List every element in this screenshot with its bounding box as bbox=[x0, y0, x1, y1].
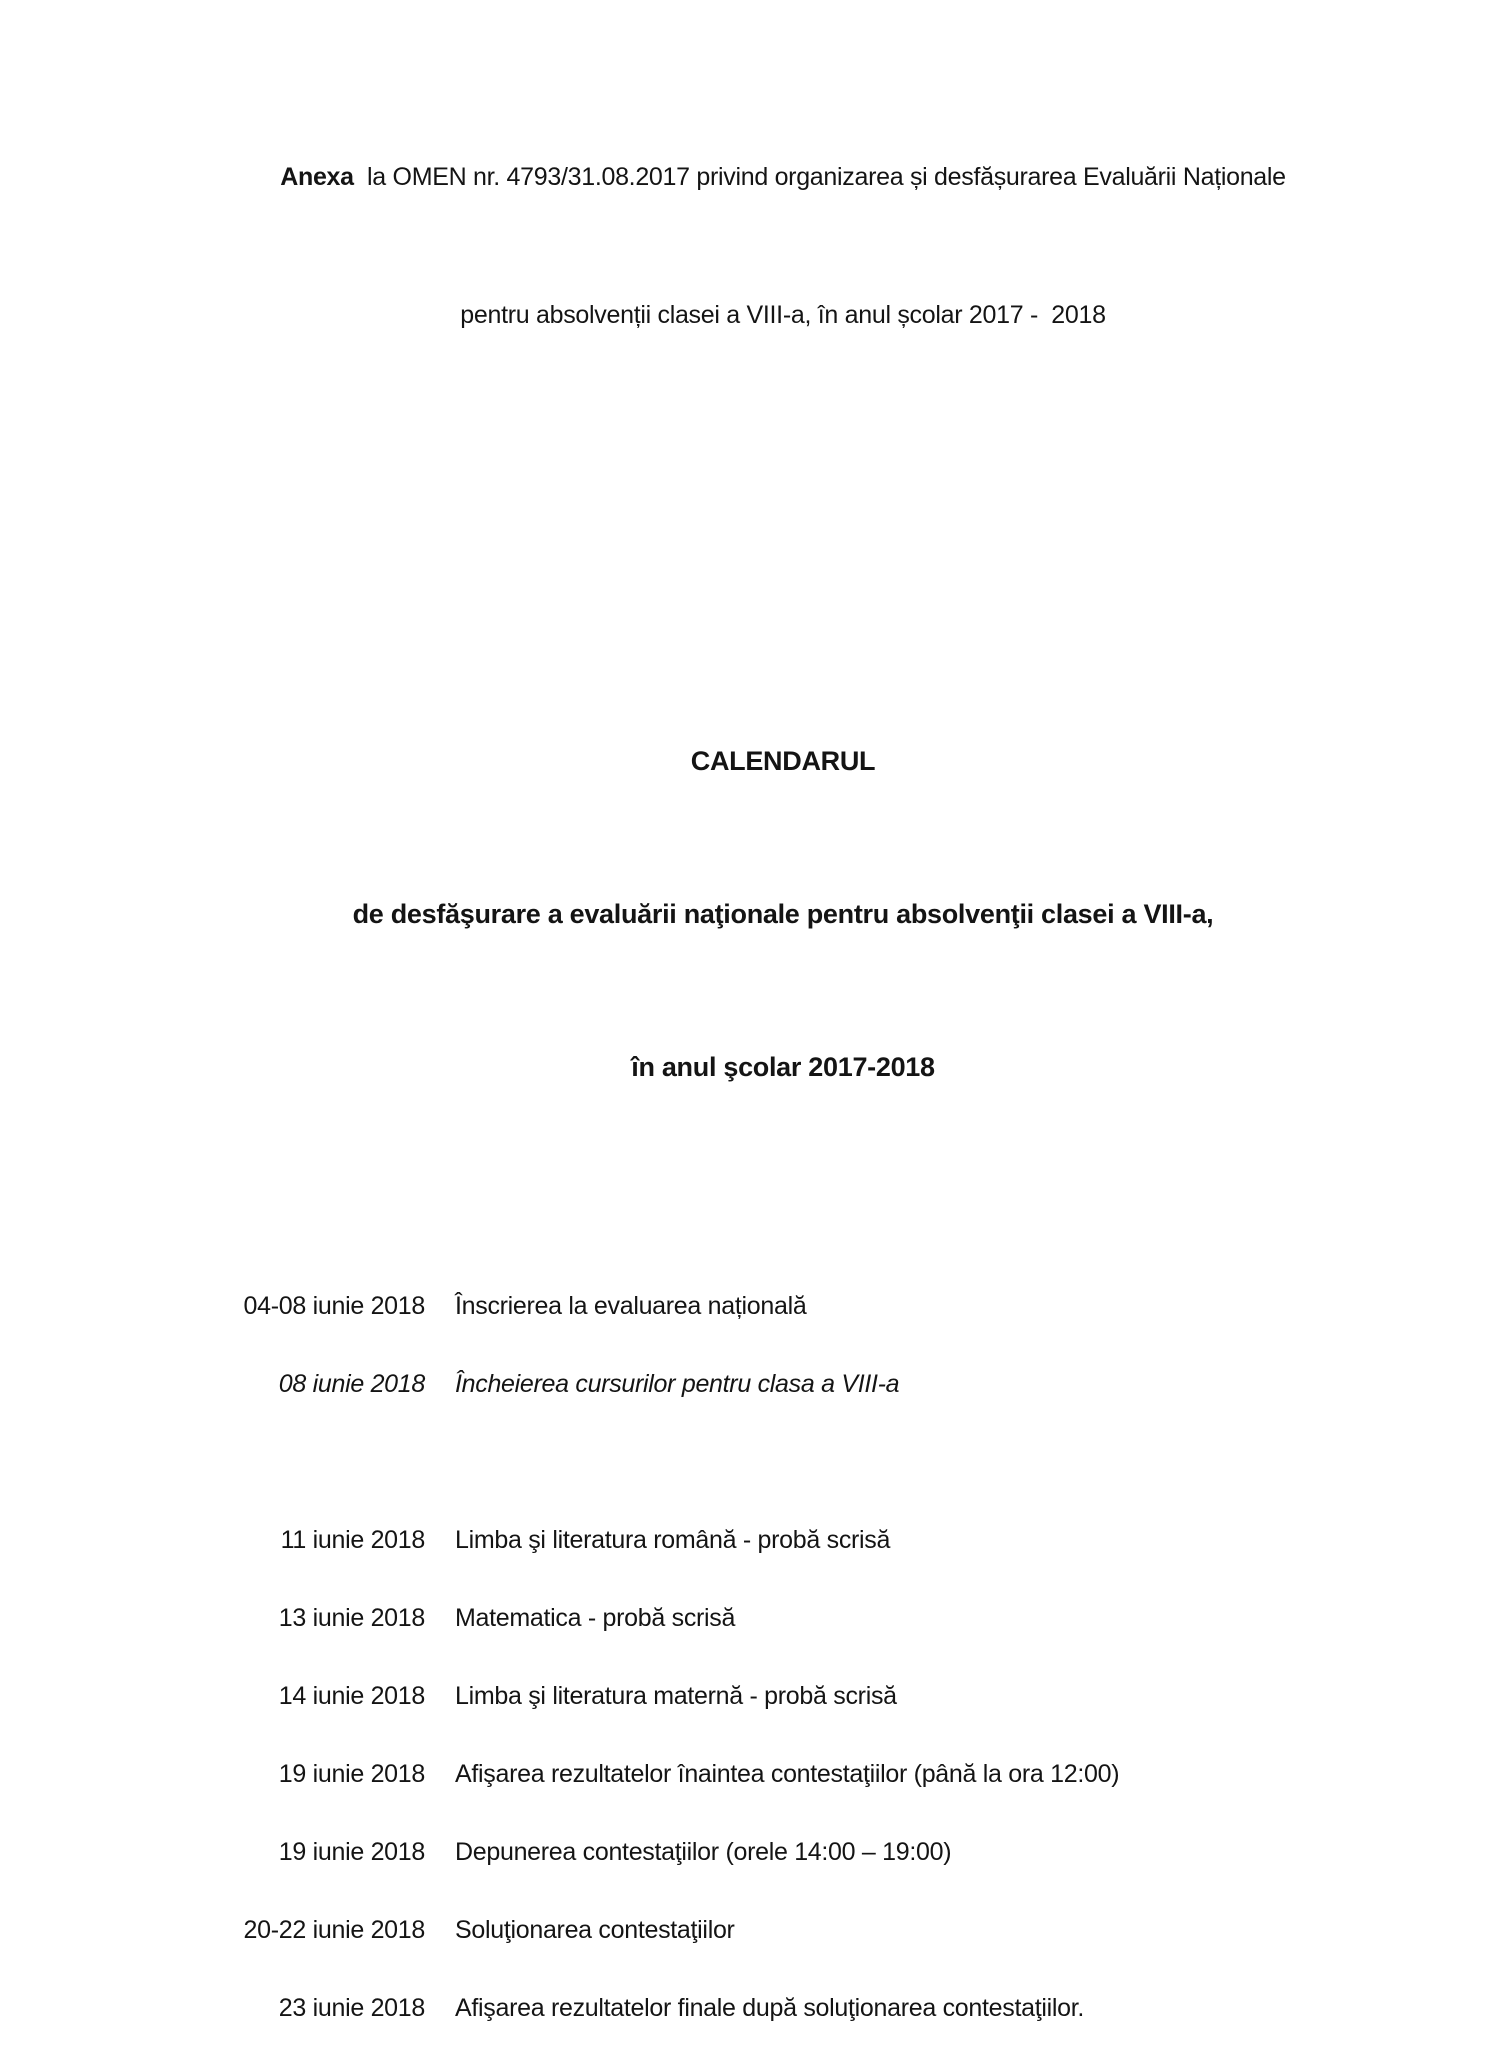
row-date: 19 iunie 2018 bbox=[278, 1837, 425, 1866]
row-event: Soluţionarea contestaţiilor bbox=[455, 1915, 735, 1944]
row-date: 11 iunie 2018 bbox=[280, 1525, 425, 1554]
row-date: 08 iunie 2018 bbox=[278, 1369, 425, 1398]
schedule-list bbox=[0, 1267, 1500, 2047]
row-date: 13 iunie 2018 bbox=[278, 1603, 425, 1632]
document-title bbox=[0, 634, 1500, 1195]
row-date: 20-22 iunie 2018 bbox=[243, 1915, 425, 1944]
schedule-row bbox=[0, 1969, 1500, 2047]
schedule-row bbox=[0, 1657, 1500, 1735]
schedule-row bbox=[0, 1813, 1500, 1891]
row-date: 14 iunie 2018 bbox=[278, 1681, 425, 1710]
header-anexa-label: Anexa bbox=[280, 163, 354, 191]
row-date: 04-08 iunie 2018 bbox=[243, 1291, 425, 1320]
schedule-row bbox=[0, 1735, 1500, 1813]
document-header bbox=[0, 0, 1500, 430]
row-event: Limba şi literatura română - probă scrisă bbox=[455, 1525, 891, 1554]
row-event: Matematica - probă scrisă bbox=[455, 1603, 736, 1632]
row-event: Încheierea cursurilor pentru clasa a VIII-a bbox=[455, 1369, 900, 1398]
row-event: Limba şi literatura maternă - probă scrisă bbox=[455, 1681, 897, 1710]
title-line-2: de desfăşurare a evaluării naţionale pentru absolvenţii clasei a VIII-a, bbox=[352, 899, 1214, 929]
header-line-1 bbox=[66, 154, 1500, 200]
schedule-row bbox=[0, 1501, 1500, 1579]
row-date: 23 iunie 2018 bbox=[278, 1993, 425, 2022]
header-line-2: pentru absolvenții clasei a VIII-a, în anul școlar 2017 - 2018 bbox=[460, 301, 1106, 329]
schedule-row bbox=[0, 1891, 1500, 1969]
row-event: Afişarea rezultatelor finale după soluţionarea contestaţiilor. bbox=[455, 1993, 1085, 2022]
row-event: Afişarea rezultatelor înaintea contestaţiilor (până la ora 12:00) bbox=[455, 1759, 1120, 1788]
row-date: 19 iunie 2018 bbox=[278, 1759, 425, 1788]
header-line-1-text: la OMEN nr. 4793/31.08.2017 privind organizarea și desfășurarea Evaluării Naționale bbox=[353, 163, 1286, 191]
schedule-row bbox=[0, 1267, 1500, 1345]
schedule-row bbox=[0, 1579, 1500, 1657]
row-event: Înscrierea la evaluarea națională bbox=[455, 1291, 807, 1320]
title-line-1: CALENDARUL bbox=[690, 746, 876, 776]
row-event: Depunerea contestaţiilor (orele 14:00 – 19:00) bbox=[455, 1837, 952, 1866]
title-line-3: în anul şcolar 2017-2018 bbox=[631, 1052, 935, 1082]
schedule-row bbox=[0, 1345, 1500, 1423]
